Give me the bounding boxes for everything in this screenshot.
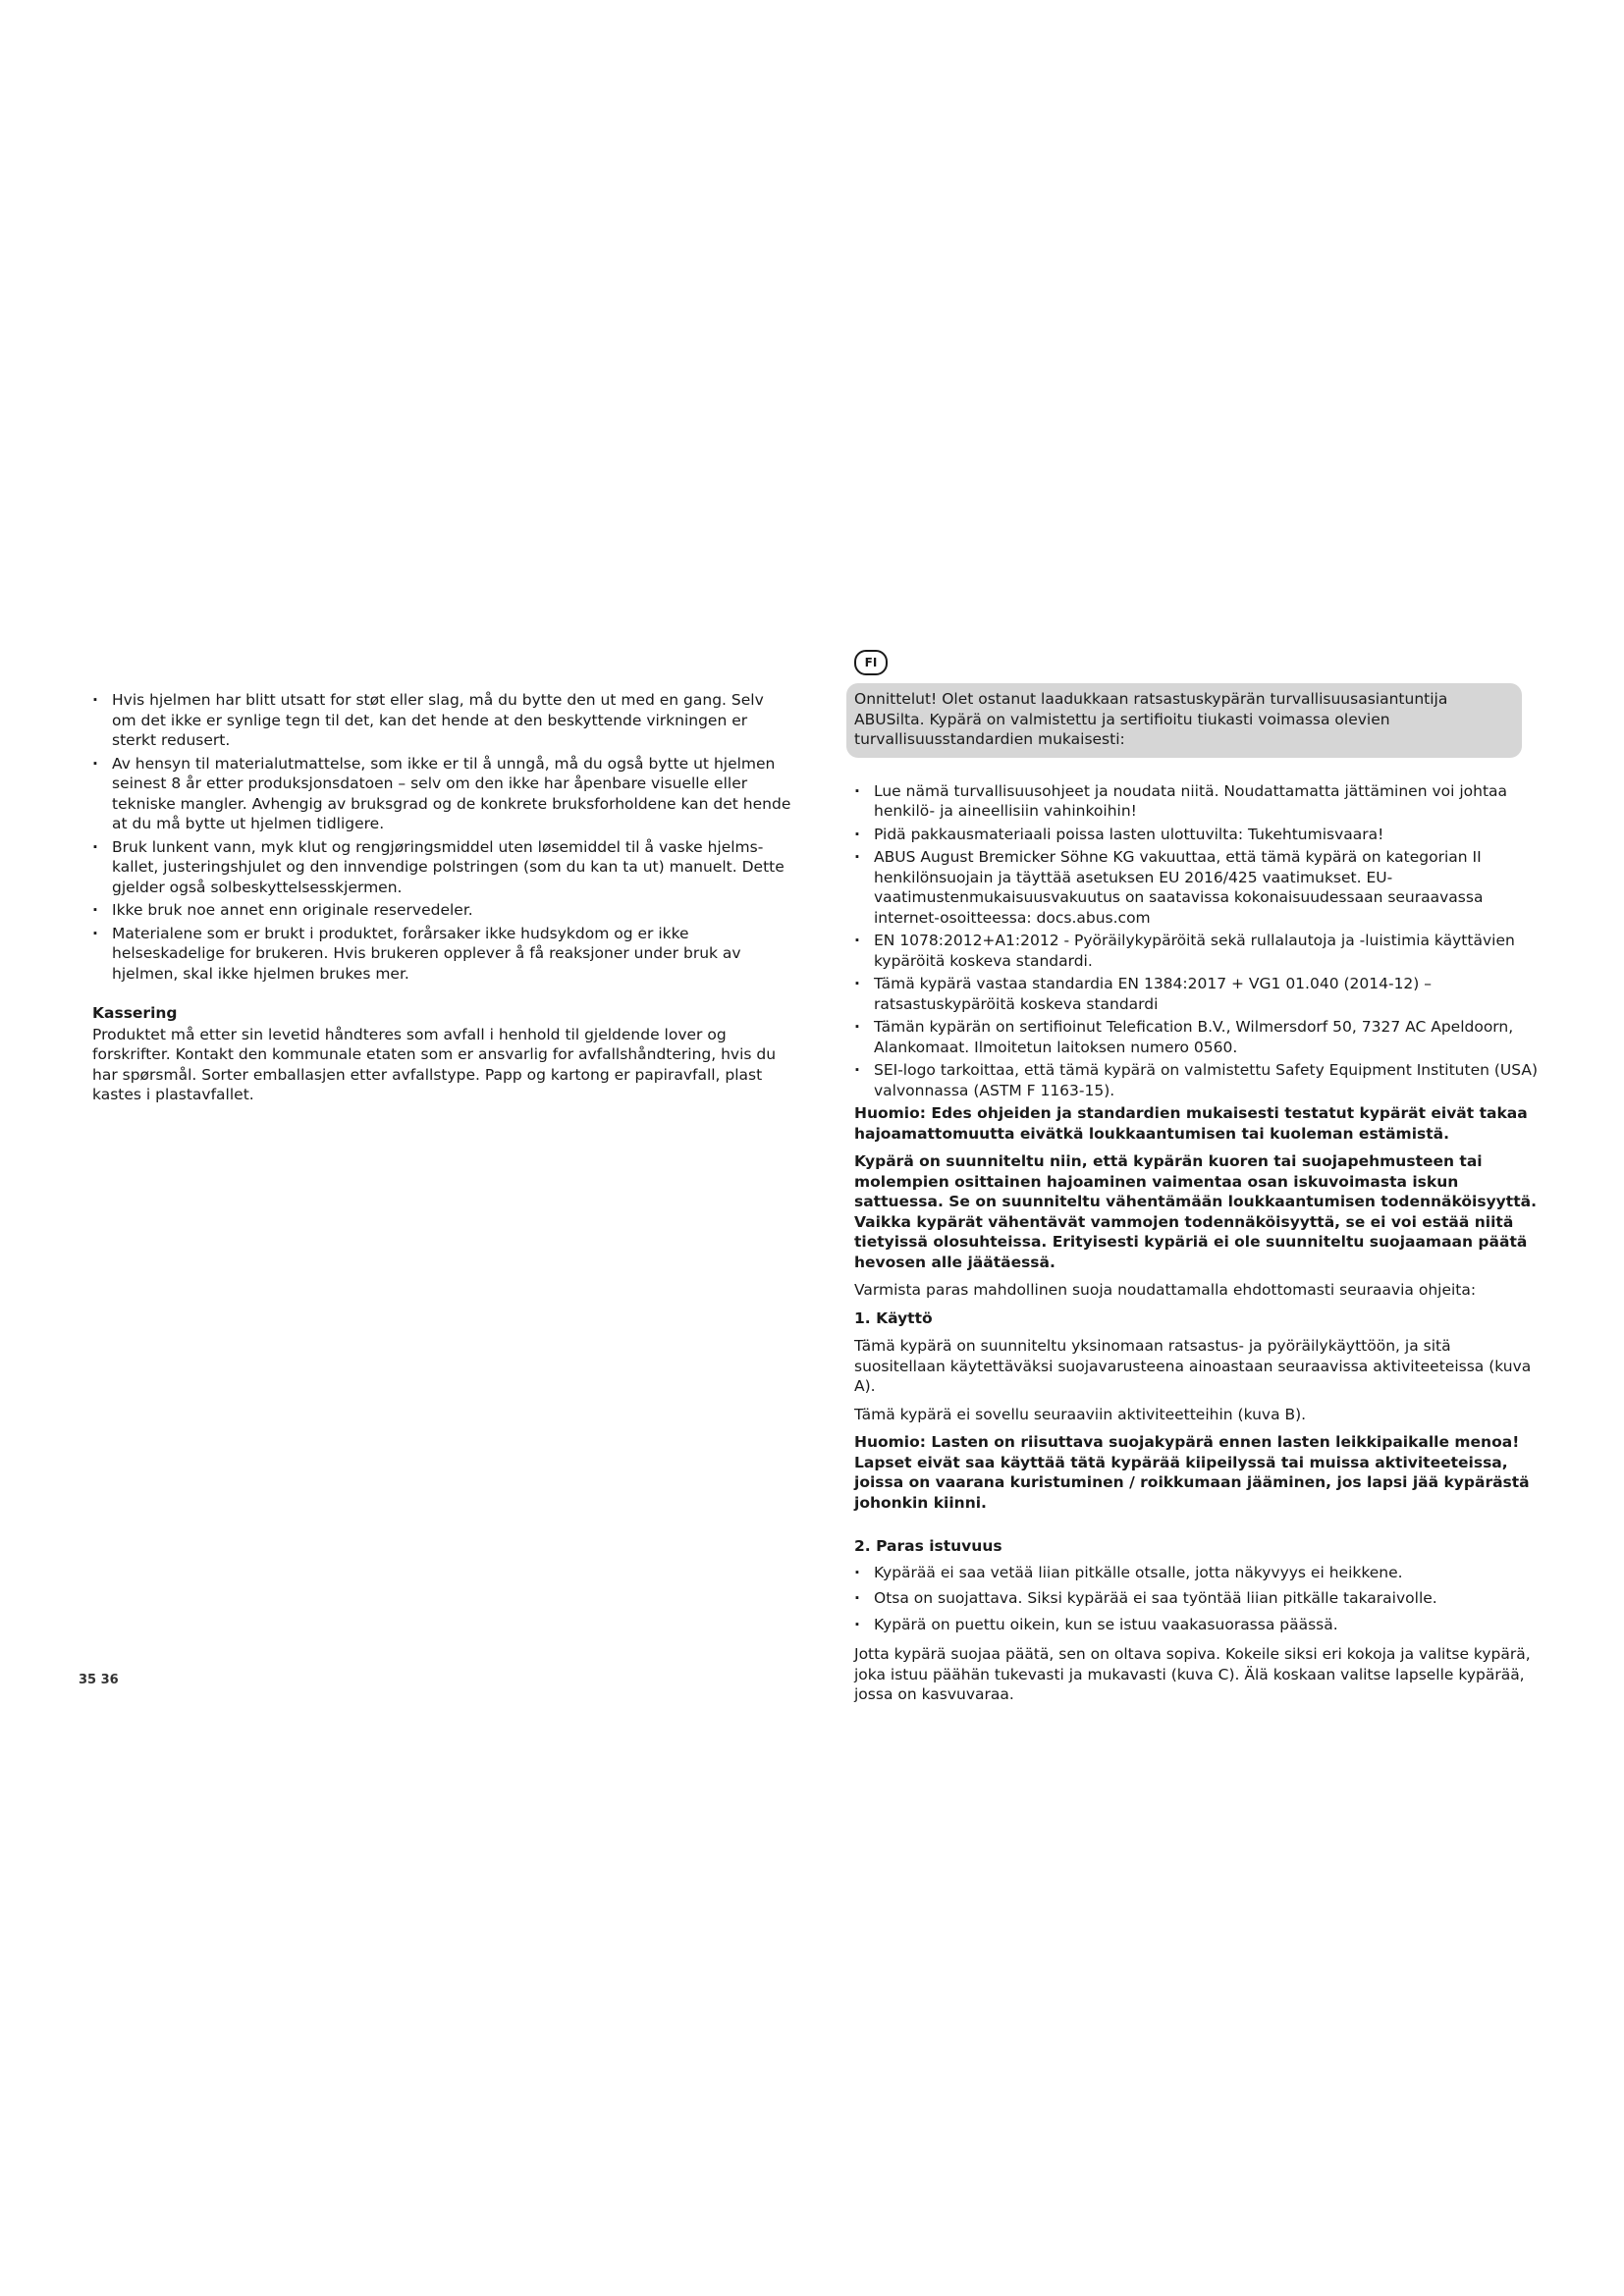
list-item: · Tämä kypärä vastaa standardia EN 1384:2017 + VG1 01.040 (2014-12) – ratsastuskypäröitä koskeva standardi: [854, 974, 1542, 1014]
child-warning-text: Huomio: Lasten on riisuttava suojakypärä ennen lasten leikkipaikalle menoa! Lapset eivät saa käyttää tätä kypärää kiipeilyssä tai muissa aktiviteeteissa, joissa on vaarana kuristuminen / roikkumaan jääminen, jos lapsi jää kypärästä johonkin kiinni.: [854, 1433, 1530, 1512]
page-numbers: 35 36: [79, 1673, 119, 1687]
warning-text: Kypärä on suunniteltu niin, että kypärän kuoren tai suojapehmusteen tai molempien osittainen hajoaminen vaimentaa osan iskuvoimasta iskun sattuessa. Se on suunniteltu vähentämään loukkaantumisen todennäköisyyttä. Vaikka kypärät vähentävät vammojen todennäköisyyttä, se ei voi estää niitä tietyissä olosuhteissa. Erityisesti kypäriä ei ole suunniteltu suojaamaan päätä hevosen alle jäätäessä.: [854, 1152, 1537, 1271]
fit-bullet-list: [854, 1563, 1542, 1635]
list-item: · Ikke bruk noe annet enn originale reservedeler.: [92, 900, 791, 921]
list-item: · Lue nämä turvallisuusohjeet ja noudata niitä. Noudattamatta jättäminen voi johtaa henkilö- ja aineellisiin vahinkoihin!: [854, 781, 1542, 822]
list-item: · SEI-logo tarkoittaa, että tämä kypärä on valmistettu Safety Equipment Instituten (USA) valvonnassa (ASTM F 1163-15).: [854, 1060, 1542, 1100]
left-bullet-list: [92, 690, 791, 984]
list-item: · Materialene som er brukt i produktet, forårsaker ikke hudsykdom og er ikke helseskadelige for brukeren. Hvis brukeren opplever å få reaksjoner under bruk av hjelmen, skal ikke hjelmen brukes mer.: [92, 924, 791, 985]
intro-box: [846, 683, 1522, 758]
list-item: · Bruk lunkent vann, myk klut og rengjøringsmiddel uten løsemiddel til å vaske hjelmskallet, justeringshjulet og den innvendige polstringen (som du kan ta ut) manuelt. Dette gjelder også solbeskyttelsesskjermen.: [92, 837, 791, 898]
list-item: · Tämän kypärän on sertifioinut Telefication B.V., Wilmersdorf 50, 7327 AC Apeldoorn, Alankomaat. Ilmoitetun laitoksen numero 0560.: [854, 1017, 1542, 1057]
list-item: · Hvis hjelmen har blitt utsatt for støt eller slag, må du bytte den ut med en gang. Selv om det ikke er synlige tegn til det, kan det hende at den beskyttende virkningen er sterkt redusert.: [92, 690, 791, 751]
usage-text: Tämä kypärä ei sovellu seuraaviin aktiviteetteihin (kuva B).: [854, 1405, 1307, 1423]
list-item: · Otsa on suojattava. Siksi kypärää ei saa työntää liian pitkälle takaraivolle.: [854, 1588, 1542, 1609]
list-item: · Av hensyn til materialutmattelse, som ikke er til å unngå, må du også bytte ut hjelmen seinest 8 år etter produksjonsdatoen – selv om den ikke har åpenbare visuelle eller tekniske mangler. Avhengig av bruksgrad og de konkrete bruksforholdene kan det hende at du må bytte ut hjelmen tidligere.: [92, 754, 791, 834]
warning-text: Huomio: Edes ohjeiden ja standardien mukaisesti testatut kypärät eivät takaa hajoamattomuutta eivätkä loukkaantumisen tai kuoleman estämistä.: [854, 1104, 1528, 1143]
instruction-text: Varmista paras mahdollinen suoja noudattamalla ehdottomasti seuraavia ohjeita:: [854, 1281, 1477, 1299]
usage-text: Tämä kypärä on suunniteltu yksinomaan ratsastus- ja pyöräilykäyttöön, ja sitä suositellaan käytettäväksi suojavarusteena ainoastaan seuraavissa aktiviteeteissa (kuva A).: [854, 1337, 1532, 1395]
list-item: · Kypärää ei saa vetää liian pitkälle otsalle, jotta näkyvyys ei heikkene.: [854, 1563, 1542, 1583]
right-column: [854, 650, 1542, 1705]
safety-bullet-list: [854, 781, 1542, 1101]
list-item: · Pidä pakkausmateriaali poissa lasten ulottuvilta: Tukehtumisvaara!: [854, 825, 1542, 845]
left-column: [92, 690, 791, 1105]
list-item: · Kypärä on puettu oikein, kun se istuu vaakasuorassa päässä.: [854, 1615, 1542, 1635]
language-badge: FI: [854, 650, 888, 675]
list-item: · ABUS August Bremicker Söhne KG vakuuttaa, että tämä kypärä on kategorian II henkilönsuojain ja täyttää asetuksen EU 2016/425 vaatimukset. EU-vaatimustenmukaisuusvakuutus on saatavissa kokonaisuudessaan seuraavassa internet-osoitteessa: docs.abus.com: [854, 847, 1542, 928]
disposal-text: Produktet må etter sin levetid håndteres som avfall i henhold til gjeldende lover og forskrifter. Kontakt den kommunale etaten som er ansvarlig for avfallshåndtering, hvis du har spørsmål. Sorter emballasjen etter avfallstype. Papp og kartong er papiravfall, plast kastes i plastavfallet.: [92, 1025, 777, 1103]
section-heading-fit: 2. Paras istuvuus: [854, 1537, 1002, 1555]
disposal-heading: Kassering: [92, 1004, 178, 1022]
section-heading-usage: 1. Käyttö: [854, 1308, 933, 1327]
fit-text: Jotta kypärä suojaa päätä, sen on oltava sopiva. Kokeile siksi eri kokoja ja valitse kypärä, joka istuu päähän tukevasti ja mukavasti (kuva C). Älä koskaan valitse lapselle kypärää, jossa on kasvuvaraa.: [854, 1645, 1531, 1703]
intro-text: Onnittelut! Olet ostanut laadukkaan ratsastuskypärän turvallisuusasiantuntija ABUSilta. Kypärä on valmistettu ja sertifioitu tiukasti voimassa olevien turvallisuusstandardien mukaisesti:: [854, 690, 1448, 748]
list-item: · EN 1078:2012+A1:2012 - Pyöräilykypäröitä sekä rullalautoja ja -luistimia käyttävien kypäröitä koskeva standardi.: [854, 931, 1542, 971]
